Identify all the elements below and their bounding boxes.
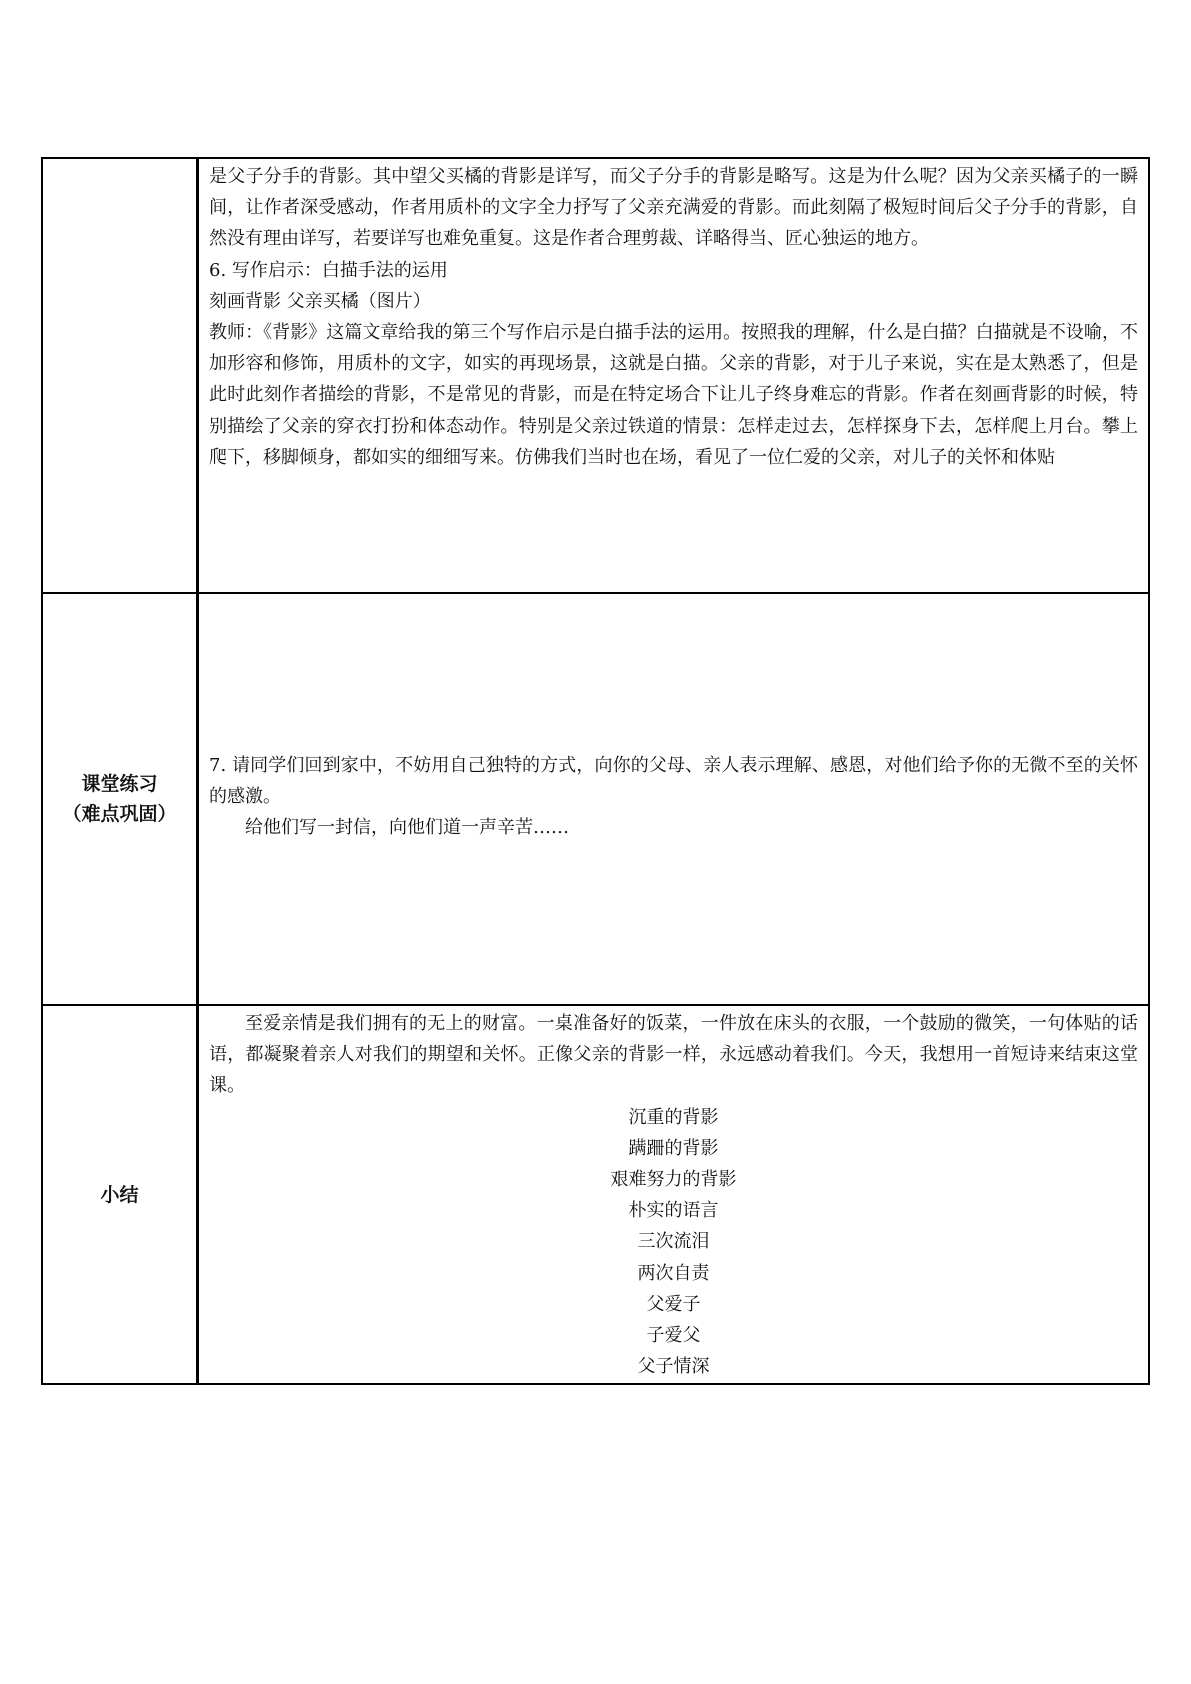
paragraph-detail-and-brief: 是父子分手的背影。其中望父买橘的背影是详写，而父子分手的背影是略写。这是为什么呢？因为父亲买橘子的一瞬间，让作者深受感动，作者用质朴的文字全力抒写了父亲充满爱的背影。而此刻隔了极短时间后父子分手的背影，自然没有理由详写，若要详写也难免重复。这是作者合理剪裁、详略得当、匠心独运的地方。 (209, 166, 1138, 250)
short-poem (209, 1102, 1138, 1383)
heading-writing-inspiration-6: 6. 写作启示：白描手法的运用 (209, 259, 448, 281)
poem-line: 三次流泪 (637, 1231, 710, 1253)
poem-line: 蹒跚的背影 (628, 1137, 719, 1159)
row-label-classroom-practice (42, 593, 198, 1005)
lesson-plan-table (41, 157, 1150, 1385)
content-cell-writing-inspiration (198, 158, 1150, 593)
paragraph-write-a-letter: 给他们写一封信，向他们道一声辛苦…… (245, 817, 569, 839)
paragraph-teacher-line-drawing: 教师：《背影》这篇文章给我的第三个写作启示是白描手法的运用。按照我的理解，什么是白描？白描就是不设喻，不加形容和修饰，用质朴的文字，如实的再现场景，这就是白描。父亲的背影，对于儿子来说，实在是太熟悉了，但是此时此刻作者描绘的背影，不是常见的背影，而是在特定场合下让儿子终身难忘的背影。作者在刻画背影的时候，特别描绘了父亲的穿衣打扮和体态动作。特别是父亲过铁道的情景：怎样走过去，怎样探身下去，怎样爬上月台。攀上爬下，移脚倾身，都如实的细细写来。仿佛我们当时也在场，看见了一位仁爱的父亲，对儿子的关怀和体贴 (209, 322, 1138, 468)
table-row-classroom-practice (42, 593, 1149, 1005)
label-classroom-practice: 课堂练习 (81, 773, 158, 795)
content-cell-classroom-practice (198, 593, 1150, 1005)
label-difficulty-consolidation: （难点巩固） (62, 803, 177, 825)
caption-picture-father-buying-oranges: 刻画背影 父亲买橘（图片） (209, 290, 431, 312)
poem-line: 两次自责 (637, 1262, 710, 1284)
row-label-empty (42, 158, 198, 593)
poem-line: 父子情深 (637, 1356, 710, 1378)
poem-line: 沉重的背影 (628, 1106, 719, 1128)
paragraph-summary-intro: 至爱亲情是我们拥有的无上的财富。一桌准备好的饭菜，一件放在床头的衣服，一个鼓励的微笑，一句体贴的话语，都凝聚着亲人对我们的期望和关怀。正像父亲的背影一样，永远感动着我们。今天，我想用一首短诗来结束这堂课。 (209, 1013, 1138, 1097)
poem-line: 艰难努力的背影 (610, 1169, 737, 1191)
poem-line: 朴实的语言 (628, 1200, 719, 1222)
poem-line: 父爱子 (646, 1293, 701, 1315)
table-row-teaching-content (42, 158, 1149, 593)
paragraph-exercise-7: 7. 请同学们回到家中，不妨用自己独特的方式，向你的父母、亲人表示理解、感恩，对他们给予你的无微不至的关怀的感激。 (209, 755, 1138, 808)
table-row-summary (42, 1005, 1149, 1384)
content-cell-summary (198, 1005, 1150, 1384)
poem-line: 子爱父 (646, 1325, 701, 1347)
row-label-summary: 小结 (42, 1005, 198, 1384)
